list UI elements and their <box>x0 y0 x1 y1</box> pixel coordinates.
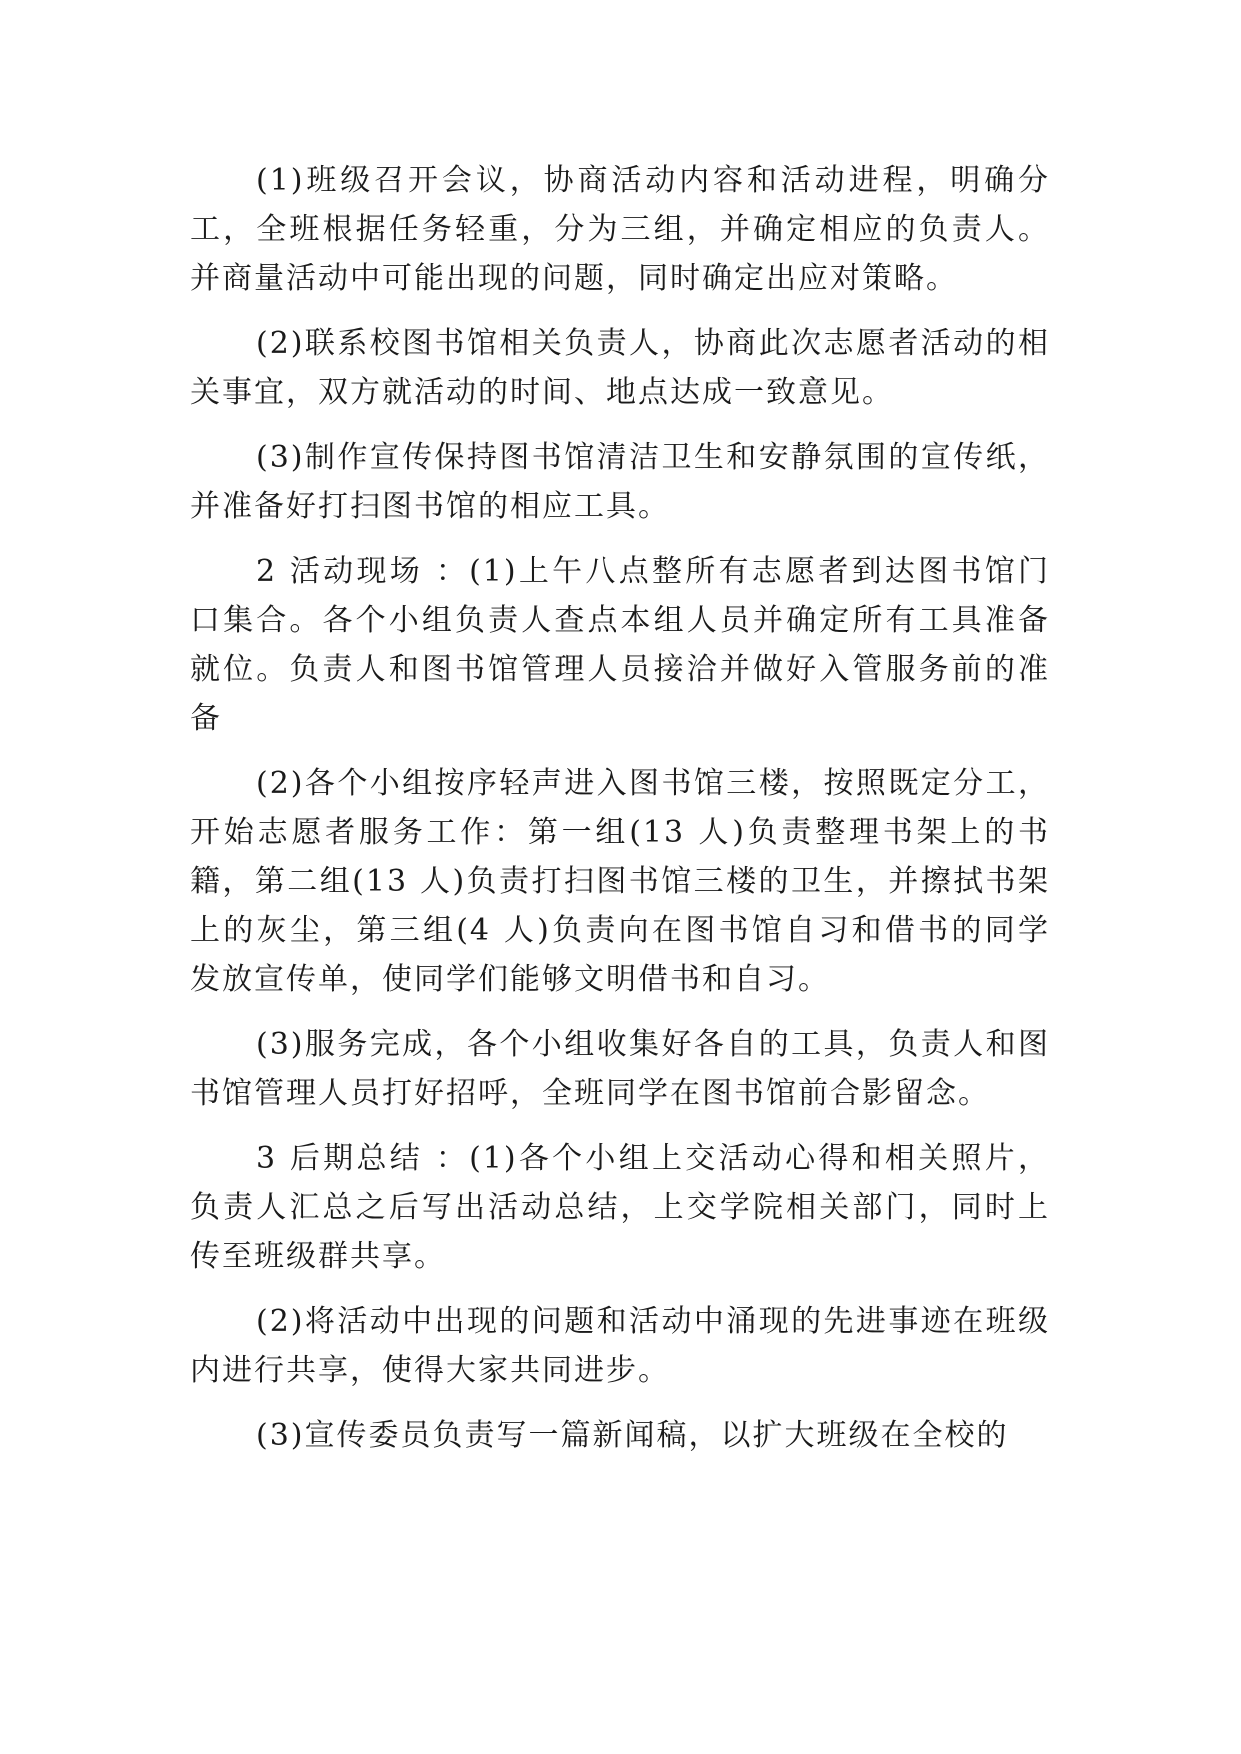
paragraph-onsite-2: (2)各个小组按序轻声进入图书馆三楼，按照既定分工，开始志愿者服务工作：第一组(13 人)负责整理书架上的书籍，第二组(13 人)负责打扫图书馆三楼的卫生，并擦拭书架上的灰尘，第三组(4 人)负责向在图书馆自习和借书的同学发放宣传单，使同学们能够文明借书和自习。 <box>190 766 1050 997</box>
paragraph-prep-2: (2)联系校图书馆相关负责人，协商此次志愿者活动的相关事宜，双方就活动的时间、地点达成一致意见。 <box>190 326 1050 410</box>
paragraph-summary-1: 3 后期总结 ：(1)各个小组上交活动心得和相关照片，负责人汇总之后写出活动总结，上交学院相关部门，同时上传至班级群共享。 <box>190 1141 1050 1274</box>
document-body <box>190 156 1050 1476</box>
paragraph-summary-3: (3)宣传委员负责写一篇新闻稿，以扩大班级在全校的 <box>256 1418 1009 1453</box>
paragraph-onsite-1: 2 活动现场 ：(1)上午八点整所有志愿者到达图书馆门口集合。各个小组负责人查点本组人员并确定所有工具准备就位。负责人和图书馆管理人员接洽并做好入管服务前的准备 <box>190 554 1050 736</box>
paragraph-prep-3: (3)制作宣传保持图书馆清洁卫生和安静氛围的宣传纸，并准备好打扫图书馆的相应工具。 <box>190 440 1050 524</box>
paragraph-onsite-3: (3)服务完成，各个小组收集好各自的工具，负责人和图书馆管理人员打好招呼，全班同学在图书馆前合影留念。 <box>190 1027 1050 1111</box>
paragraph-summary-2: (2)将活动中出现的问题和活动中涌现的先进事迹在班级内进行共享，使得大家共同进步。 <box>190 1304 1050 1388</box>
paragraph-prep-1: (1)班级召开会议，协商活动内容和活动进程，明确分工，全班根据任务轻重，分为三组，并确定相应的负责人。并商量活动中可能出现的问题，同时确定出应对策略。 <box>190 163 1050 296</box>
